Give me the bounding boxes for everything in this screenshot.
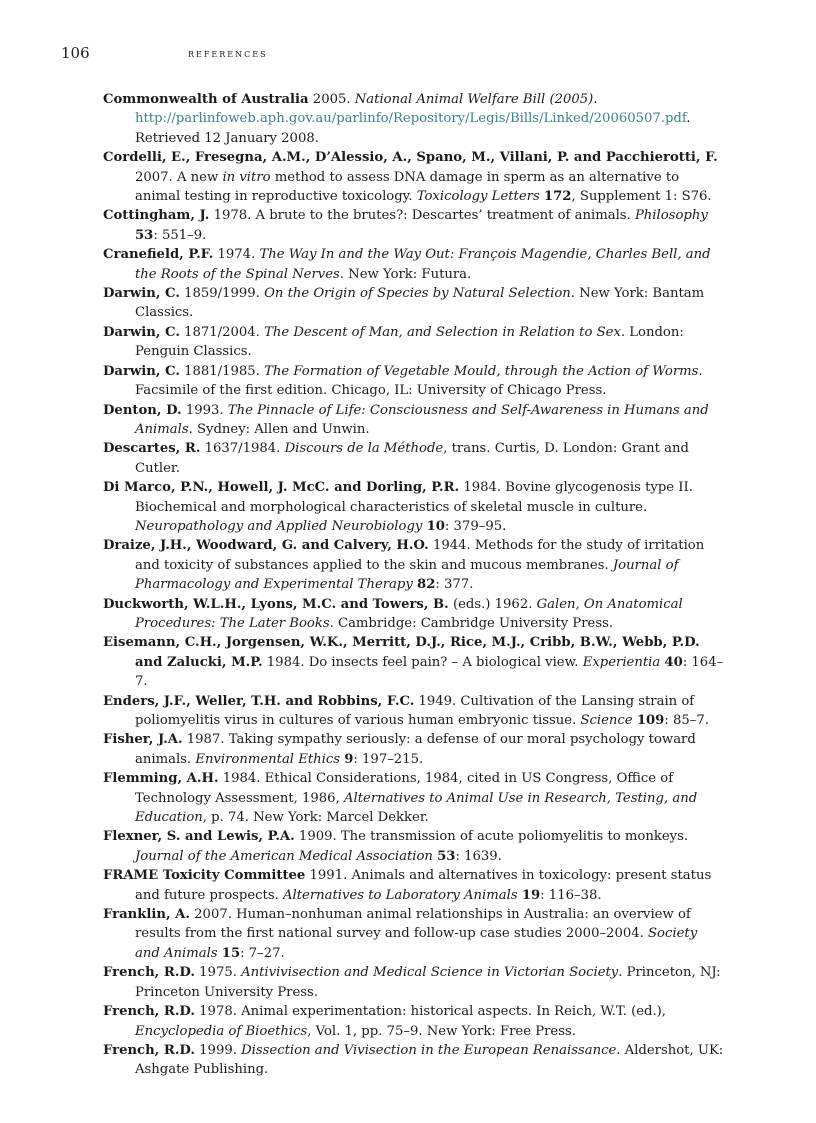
- reference-title: The Formation of Vegetable Mould, through the Action of Worms: [264, 363, 699, 379]
- reference-volume: 172: [543, 189, 572, 205]
- reference-author: Cranefield, P.F.: [103, 247, 214, 263]
- reference-entry: [103, 323, 725, 362]
- reference-text: 1949. Cultivation of the Lansing strain of poliomyelitis virus in cultures of various human embryonic tissue.: [135, 693, 695, 728]
- reference-text: . Retrieved 12 January 2008.: [135, 111, 691, 146]
- reference-title: Experientia: [582, 654, 661, 670]
- reference-url-link[interactable]: http://parlinfoweb.​aph.gov.au/parlinfo/Repository/Legis/Bills/Linked/20060507.pdf: [135, 111, 687, 127]
- reference-entry: [103, 963, 725, 1002]
- running-head: references: [188, 47, 268, 60]
- reference-title: The Pinnacle of Life: Consciousness and Self-Awareness in Humans and Animals: [135, 402, 709, 437]
- reference-volume: 40: [664, 654, 683, 670]
- reference-text: 1975.: [194, 965, 242, 981]
- reference-title: The Way In and the Way Out: François Magendie, Charles Bell, and the Roots of the Spinal Nerves: [135, 247, 711, 282]
- reference-text: 1993.: [181, 402, 228, 418]
- reference-text: . Facsimile of the first edition. Chicago, IL: University of Chicago Press.: [135, 363, 703, 399]
- reference-text: 1944. Methods for the study of irritation and toxicity of substances applied to the skin and mucous membranes.: [135, 538, 705, 573]
- reference-entry: [103, 692, 725, 731]
- reference-entry: [103, 730, 725, 769]
- reference-volume: 10: [426, 518, 445, 534]
- reference-title: Toxicology Letters: [416, 189, 540, 205]
- reference-title: The Descent of Man, and Selection in Relation to Sex: [264, 324, 621, 340]
- reference-text: 1984. Do insects feel pain? – A biological view.: [262, 654, 583, 670]
- reference-author: French, R.D.: [103, 1042, 195, 1058]
- reference-entry: [103, 206, 725, 245]
- reference-text: . New York: Bantam Classics.: [135, 286, 705, 321]
- reference-text: . Aldershot, UK: Ashgate Publishing.: [135, 1042, 724, 1078]
- reference-author: Franklin, A.: [103, 907, 190, 923]
- reference-entry: [103, 401, 725, 440]
- reference-author: Duckworth, W.L.H., Lyons, M.C. and Towers, B.: [103, 596, 449, 612]
- reference-entry: [103, 245, 725, 284]
- reference-entry: [103, 362, 725, 401]
- reference-text: : 551–9.: [153, 227, 207, 243]
- reference-author: Cordelli, E., Fresegna, A.M., D’Alessio, A., Spano, M., Villani, P. and Pacchierotti, F.: [103, 150, 718, 166]
- reference-author: Flexner, S. and Lewis, P.A.: [103, 829, 295, 845]
- reference-text: 1978. Animal experimentation: historical aspects. In Reich, W.T. (ed.),: [194, 1004, 666, 1020]
- reference-text: : 7–27.: [240, 945, 285, 961]
- reference-volume: 19: [521, 887, 541, 903]
- reference-text: 1974.: [213, 247, 260, 263]
- reference-entry: [103, 595, 725, 634]
- reference-entry: [103, 633, 725, 691]
- reference-text: 1991. Animals and alternatives in toxicology: present status and future prospects.: [135, 868, 712, 903]
- reference-text: : 197–215.: [353, 751, 424, 767]
- reference-author: French, R.D.: [103, 965, 195, 981]
- reference-text: . New York: Futura.: [339, 266, 472, 282]
- reference-text: 1987. Taking sympathy seriously: a defense of our moral psychology toward animals.: [135, 732, 696, 767]
- reference-volume: 82: [417, 577, 436, 593]
- reference-author: Descartes, R.: [103, 441, 201, 457]
- reference-entry: [103, 1041, 725, 1080]
- reference-text: 1999.: [194, 1042, 242, 1058]
- reference-text: : 116–38.: [540, 887, 602, 903]
- reference-text: 1871/2004.: [179, 324, 265, 340]
- reference-entry: [103, 148, 725, 206]
- reference-entry: [103, 284, 725, 323]
- reference-title: Encyclopedia of Bioethics: [135, 1023, 308, 1039]
- page-header: [61, 44, 761, 64]
- reference-volume: 53: [135, 227, 154, 243]
- reference-text: . London: Penguin Classics.: [135, 324, 684, 360]
- reference-title: Environmental Ethics: [195, 751, 341, 767]
- reference-title: Dissection and Vivisection in the European Renaissance: [241, 1042, 617, 1058]
- reference-title: National Animal Welfare Bill (2005): [354, 92, 594, 107]
- reference-author: Darwin, C.: [103, 286, 180, 302]
- reference-text: : 377.: [435, 577, 474, 593]
- reference-title: Journal of Pharmacology and Experimental Therapy: [135, 557, 679, 593]
- reference-entry: [103, 478, 725, 536]
- reference-author: Di Marco, P.N., Howell, J. McC. and Dorling, P.R.: [103, 480, 460, 496]
- reference-text: , trans. Curtis, D. London: Grant and Cutler.: [135, 441, 689, 476]
- reference-text: 2005.: [308, 92, 355, 107]
- reference-author: Enders, J.F., Weller, T.H. and Robbins, F.C.: [103, 693, 415, 709]
- reference-text: 1984. Bovine glycogenosis type II. Biochemical and morphological characteristics of skeletal muscle in culture.: [135, 480, 693, 515]
- reference-text: : 85–7.: [664, 713, 709, 728]
- reference-entry: [103, 827, 725, 866]
- reference-title: On the Origin of Species by Natural Selection: [264, 286, 571, 302]
- reference-text: (eds.) 1962.: [448, 596, 537, 612]
- reference-title: in vitro: [222, 169, 271, 185]
- reference-author: Flemming, A.H.: [103, 771, 219, 787]
- reference-title: Alternatives to Animal Use in Research, Testing, and Education: [135, 790, 698, 826]
- reference-text: 1984. Ethical Considerations, 1984, cited in US Congress, Office of Technology Assessment, 1986,: [135, 771, 674, 806]
- reference-volume: 109: [636, 713, 665, 728]
- reference-text: : 1639.: [455, 848, 502, 864]
- reference-text: 1881/1985.: [179, 363, 265, 379]
- reference-list: [103, 90, 725, 1080]
- reference-volume: 15: [221, 945, 241, 961]
- reference-entry: [103, 905, 725, 963]
- reference-entry: [103, 769, 725, 827]
- reference-author: Fisher, J.A.: [103, 732, 183, 748]
- reference-title: Society and Animals: [135, 926, 698, 961]
- reference-title: Philosophy: [634, 208, 708, 224]
- reference-text: 1978. A brute to the brutes?: Descartes’ treatment of animals.: [209, 208, 635, 224]
- reference-text: 2007. Human–nonhuman animal relationships in Australia: an overview of results from the first national survey and follow-up case studies 2000–2004.: [135, 907, 691, 942]
- reference-text: 1909. The transmission of acute poliomyelitis to monkeys.: [294, 829, 689, 845]
- reference-title: Antivivisection and Medical Science in Victorian Society: [241, 965, 619, 981]
- reference-text: 2007. A new: [135, 169, 223, 185]
- reference-title: Science: [580, 713, 633, 728]
- reference-author: French, R.D.: [103, 1004, 195, 1020]
- reference-volume: 9: [344, 751, 354, 767]
- reference-text: method to assess DNA damage in sperm as an alternative to animal testing in reproductive toxicology.: [135, 169, 680, 205]
- reference-entry: [103, 866, 725, 905]
- reference-text: 1637/1984.: [200, 441, 285, 457]
- reference-entry: [103, 90, 725, 148]
- reference-author: Draize, J.H., Woodward, G. and Calvery, H.O.: [103, 538, 429, 554]
- reference-title: Neuropathology and Applied Neurobiology: [135, 518, 423, 534]
- reference-author: Cottingham, J.: [103, 208, 210, 224]
- reference-entry: [103, 439, 725, 478]
- reference-author: Eisemann, C.H., Jorgensen, W.K., Merritt, D.J., Rice, M.J., Cribb, B.W., Webb, P.D. and Zalucki, M.P.: [103, 635, 700, 670]
- reference-text: , Vol. 1, pp. 75–9. New York: Free Press.: [307, 1023, 576, 1039]
- reference-entry: [103, 1002, 725, 1041]
- reference-text: , Supplement 1: S76.: [571, 189, 712, 205]
- page-number: 106: [61, 44, 90, 62]
- reference-text: : 379–95.: [444, 518, 507, 534]
- reference-text: . Cambridge: Cambridge University Press.: [329, 615, 614, 631]
- reference-title: Galen, On Anatomical Procedures: The Later Books: [135, 596, 683, 631]
- reference-text: .: [593, 92, 598, 107]
- reference-author: Commonwealth of Australia: [103, 92, 309, 107]
- reference-text: 1859/1999.: [179, 286, 265, 302]
- reference-author: Denton, D.: [103, 402, 182, 418]
- reference-volume: 53: [437, 848, 456, 864]
- reference-text: : 164–7.: [135, 654, 724, 690]
- reference-text: . Princeton, NJ: Princeton University Press.: [135, 965, 721, 1000]
- reference-author: Darwin, C.: [103, 363, 180, 379]
- reference-title: Alternatives to Laboratory Animals: [283, 887, 518, 903]
- reference-title: Journal of the American Medical Association: [135, 848, 433, 864]
- reference-author: FRAME Toxicity Committee: [103, 868, 306, 884]
- reference-entry: [103, 536, 725, 594]
- reference-text: , p. 74. New York: Marcel Dekker.: [202, 810, 429, 826]
- reference-text: . Sydney: Allen and Unwin.: [188, 421, 370, 437]
- reference-title: Discours de la Méthode: [284, 441, 444, 457]
- reference-author: Darwin, C.: [103, 324, 180, 340]
